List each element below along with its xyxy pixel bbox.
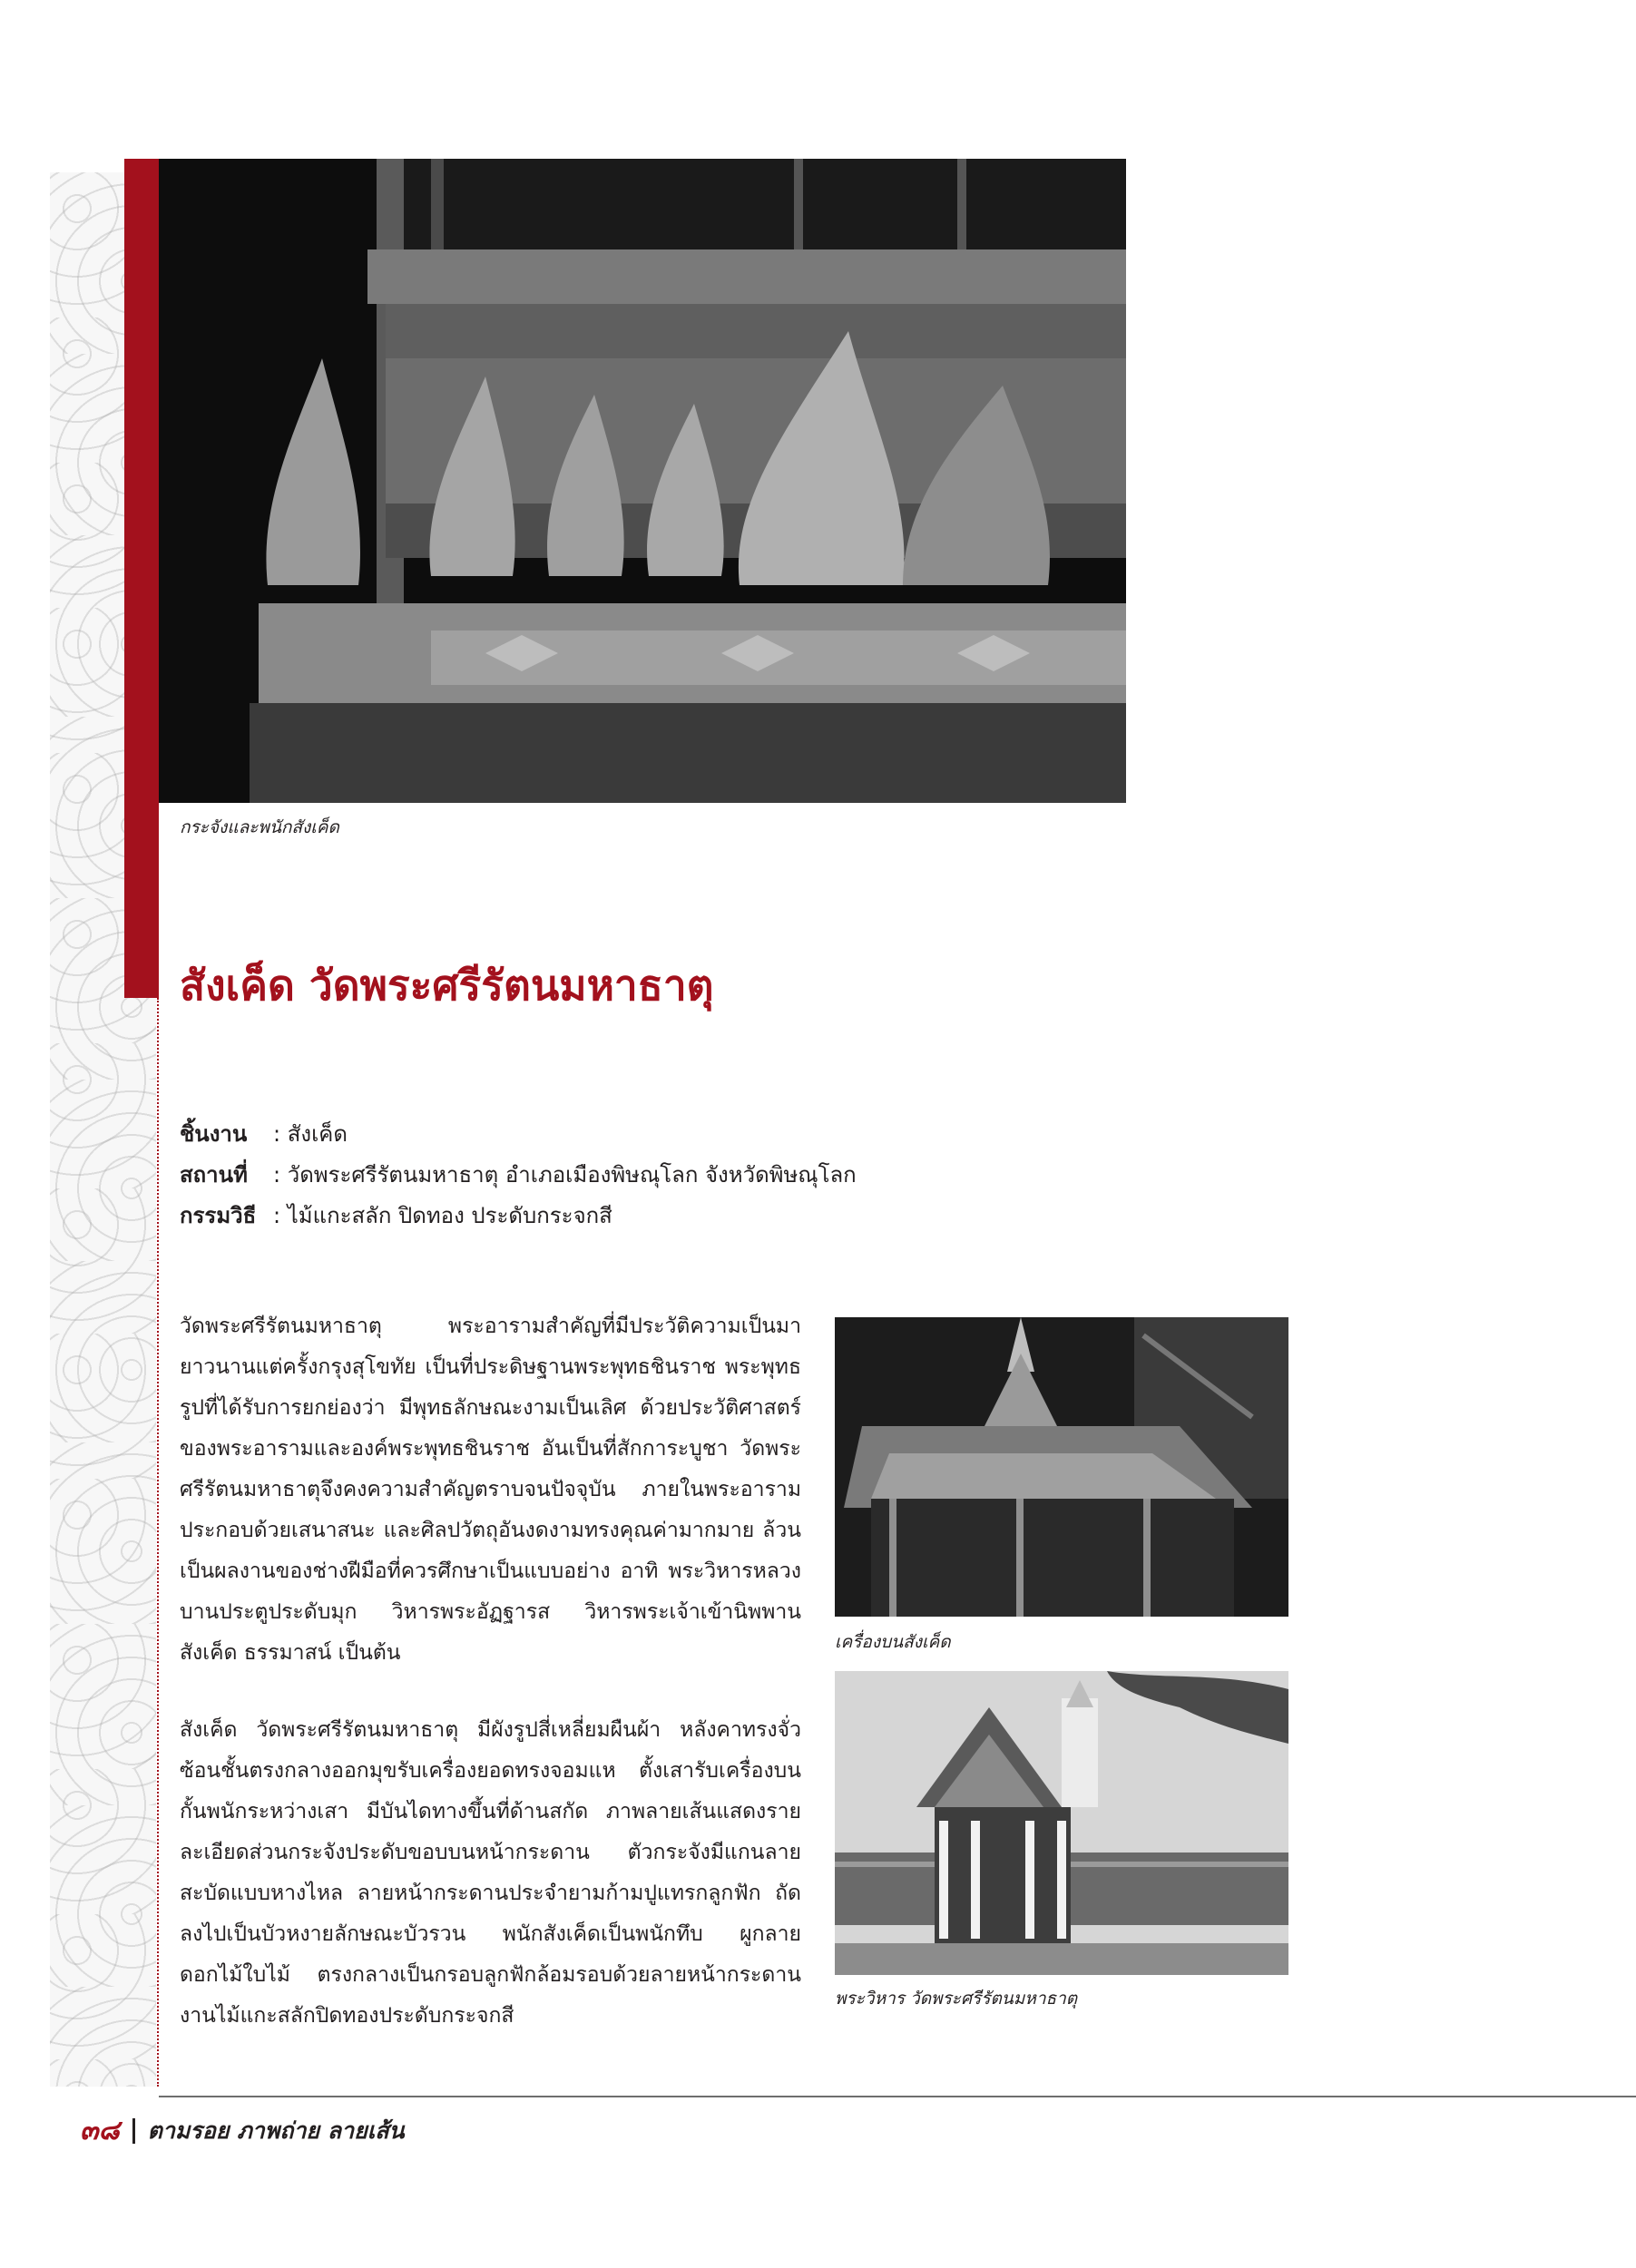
info-label: ชิ้นงาน: [180, 1121, 248, 1147]
main-photo: [159, 159, 1126, 803]
dotted-divider: [157, 998, 159, 2087]
info-value: : ไม้แกะสลัก ปิดทอง ประดับกระจกสี: [273, 1203, 612, 1228]
info-row-location: [180, 1155, 857, 1196]
paragraph-text: สังเค็ด วัดพระศรีรัตนมหาธาตุ มีผังรูปสี่เหลี่ยมผืนผ้า หลังคาทรงจั่วซ้อนชั้นตรงกลางออกมุขรับเครื่องยอดทรงจอมแห ตั้งเสารับเครื่องบน กั้นพนักระหว่างเสา มีบันไดทางขึ้นที่ด้านสกัด ภาพลายเส้นแสดงรายละเอียดส่วนกระจังประดับขอบบนหน้ากระดาน ตัวกระจังมีแกนลายสะบัดแบบหางไหล ลายหน้ากระดานประจำยามก้ามปูแทรกลูกฟัก ถัดลงไปเป็นบัวหงายลักษณะบัวรวน พนักสังเค็ดเป็นพนักทึบ ผูกลายดอกไม้ใบไม้ ตรงกลางเป็นกรอบลูกฟักล้อมรอบด้วยลายหน้ากระดาน งานไม้แกะสลักปิดทองประดับกระจกสี: [180, 1718, 801, 2028]
info-value: : วัดพระศรีรัตนมหาธาตุ อำเภอเมืองพิษณุโลก จังหวัดพิษณุโลก: [273, 1162, 857, 1188]
book-title: ตามรอย ภาพถ่าย ลายเส้น: [147, 2116, 405, 2144]
page-number: ๓๘: [80, 2115, 120, 2146]
page-title: สังเค็ด วัดพระศรีรัตนมหาธาตุ: [180, 961, 714, 1010]
info-value: : สังเค็ด: [273, 1121, 348, 1147]
paragraph-text: วัดพระศรีรัตนมหาธาตุ พระอารามสำคัญที่มีประวัติความเป็นมายาวนานแต่ครั้งกรุงสุโขทัย เป็นที่ประดิษฐานพระพุทธชินราช พระพุทธรูปที่ได้รับการยกย่องว่า มีพุทธลักษณะงามเป็นเลิศ ด้วยประวัติศาสตร์ของพระอารามและองค์พระพุทธชินราช อันเป็นที่สักการะบูชา วัดพระศรีรัตนมหาธาตุจึงคงความสำคัญตราบจนปัจจุบัน ภายในพระอารามประกอบด้วยเสนาสนะ และศิลปวัตถุอันงดงามทรงคุณค่ามากมาย ล้วนเป็นผลงานของช่างฝีมือที่ควรศึกษาเป็นแบบอย่าง อาทิ พระวิหารหลวง บานประตูประดับมุก วิหารพระอัฏฐารส วิหารพระเจ้าเข้านิพพาน สังเค็ด ธรรมาสน์ เป็นต้น: [180, 1315, 801, 1665]
artwork-info: [180, 1114, 857, 1237]
side-photo-roof: [835, 1317, 1288, 1617]
body-paragraph-2: [180, 1710, 801, 2037]
footer-separator: [132, 2118, 135, 2144]
page-footer: [80, 2109, 405, 2152]
body-paragraph-1: [180, 1306, 801, 1674]
main-photo-caption: กระจังและพนักสังเค็ด: [180, 817, 339, 837]
info-label: กรรมวิธี: [180, 1203, 257, 1228]
info-label: สถานที่: [180, 1162, 248, 1188]
footer-rule: [159, 2096, 1636, 2097]
side-photo-vihara: [835, 1671, 1288, 1975]
accent-bar: [124, 159, 159, 998]
info-row-item: [180, 1114, 857, 1155]
side-photo-roof-caption: เครื่องบนสังเค็ด: [835, 1632, 951, 1652]
side-photo-vihara-caption: พระวิหาร วัดพระศรีรัตนมหาธาตุ: [835, 1989, 1078, 2009]
info-row-technique: [180, 1196, 857, 1237]
